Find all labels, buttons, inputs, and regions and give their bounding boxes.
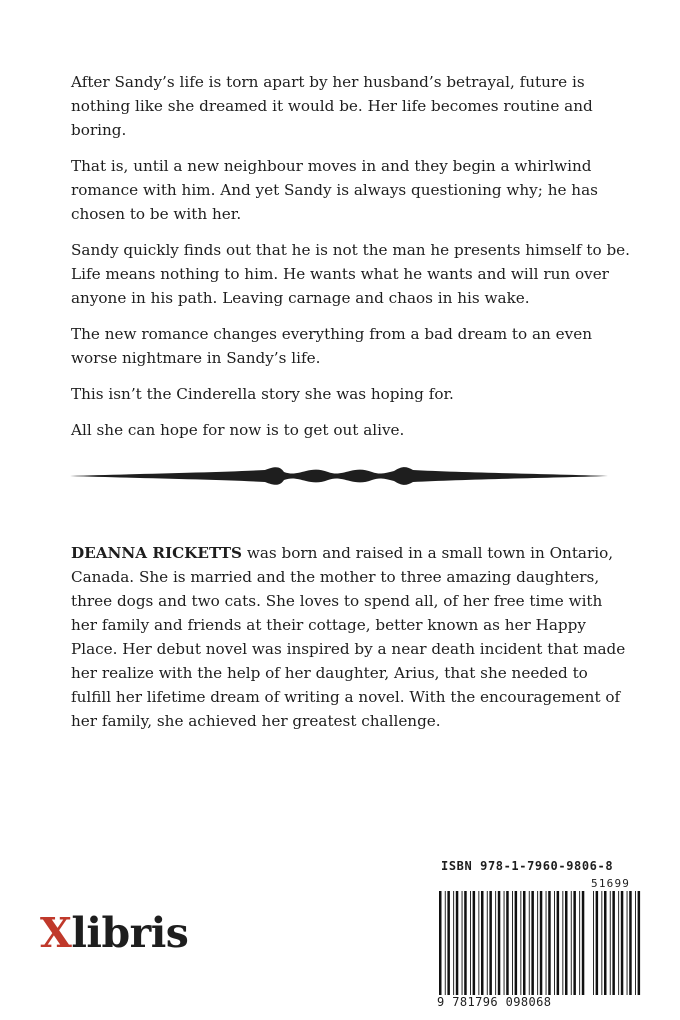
blurb-paragraph: That is, until a new neighbour moves in and they begin a whirlwind romance with him. And yet Sandy is always questioning why; he has chosen to be with her. — [71, 157, 598, 223]
publisher-logo — [40, 908, 188, 958]
addon-barcode-bars — [593, 891, 643, 995]
logo-x: X — [40, 909, 72, 957]
logo-text: libris — [71, 909, 189, 957]
isbn-barcode — [425, 853, 647, 1013]
isbn-label: ISBN 978-1-7960-9806-8 — [441, 859, 614, 873]
blurb-paragraph: All she can hope for now is to get out alive. — [71, 421, 405, 439]
author-bio-text: was born and raised in a small town in Ontario, Canada. She is married and the mother to three amazing daughters, three dogs and two cats. She loves to spend all, of her free time with her family and friends at their cottage, better known as her Happy Place. Her debut novel was inspired by a near death incident that made her realize with the help of her daughter, Arius, that she needed to fulfill her lifetime dream of writing a novel. With the encouragement of her family, she achieved her greatest challenge. — [71, 544, 626, 730]
divider-flourish — [70, 467, 608, 485]
ean-digits: 9 781796 098068 — [437, 995, 552, 1009]
ornamental-divider — [70, 460, 608, 492]
blurb-paragraph: The new romance changes everything from a bad dream to an even worse nightmare in Sandy’s life. — [71, 325, 593, 367]
author-bio — [71, 541, 629, 733]
blurb-paragraph: After Sandy’s life is torn apart by her husband’s betrayal, future is nothing like she dreamed it would be. Her life becomes routine and boring. — [71, 73, 593, 139]
author-name: DEANNA RICKETTS — [71, 544, 242, 562]
price-code: 51699 — [591, 877, 631, 890]
barcode-bars — [439, 891, 587, 995]
blurb — [71, 70, 631, 454]
blurb-paragraph: This isn’t the Cinderella story she was hoping for. — [71, 385, 454, 403]
blurb-paragraph: Sandy quickly finds out that he is not the man he presents himself to be. Life means nothing to him. He wants what he wants and will run over anyone in his path. Leaving carnage and chaos in his wake. — [71, 241, 630, 307]
